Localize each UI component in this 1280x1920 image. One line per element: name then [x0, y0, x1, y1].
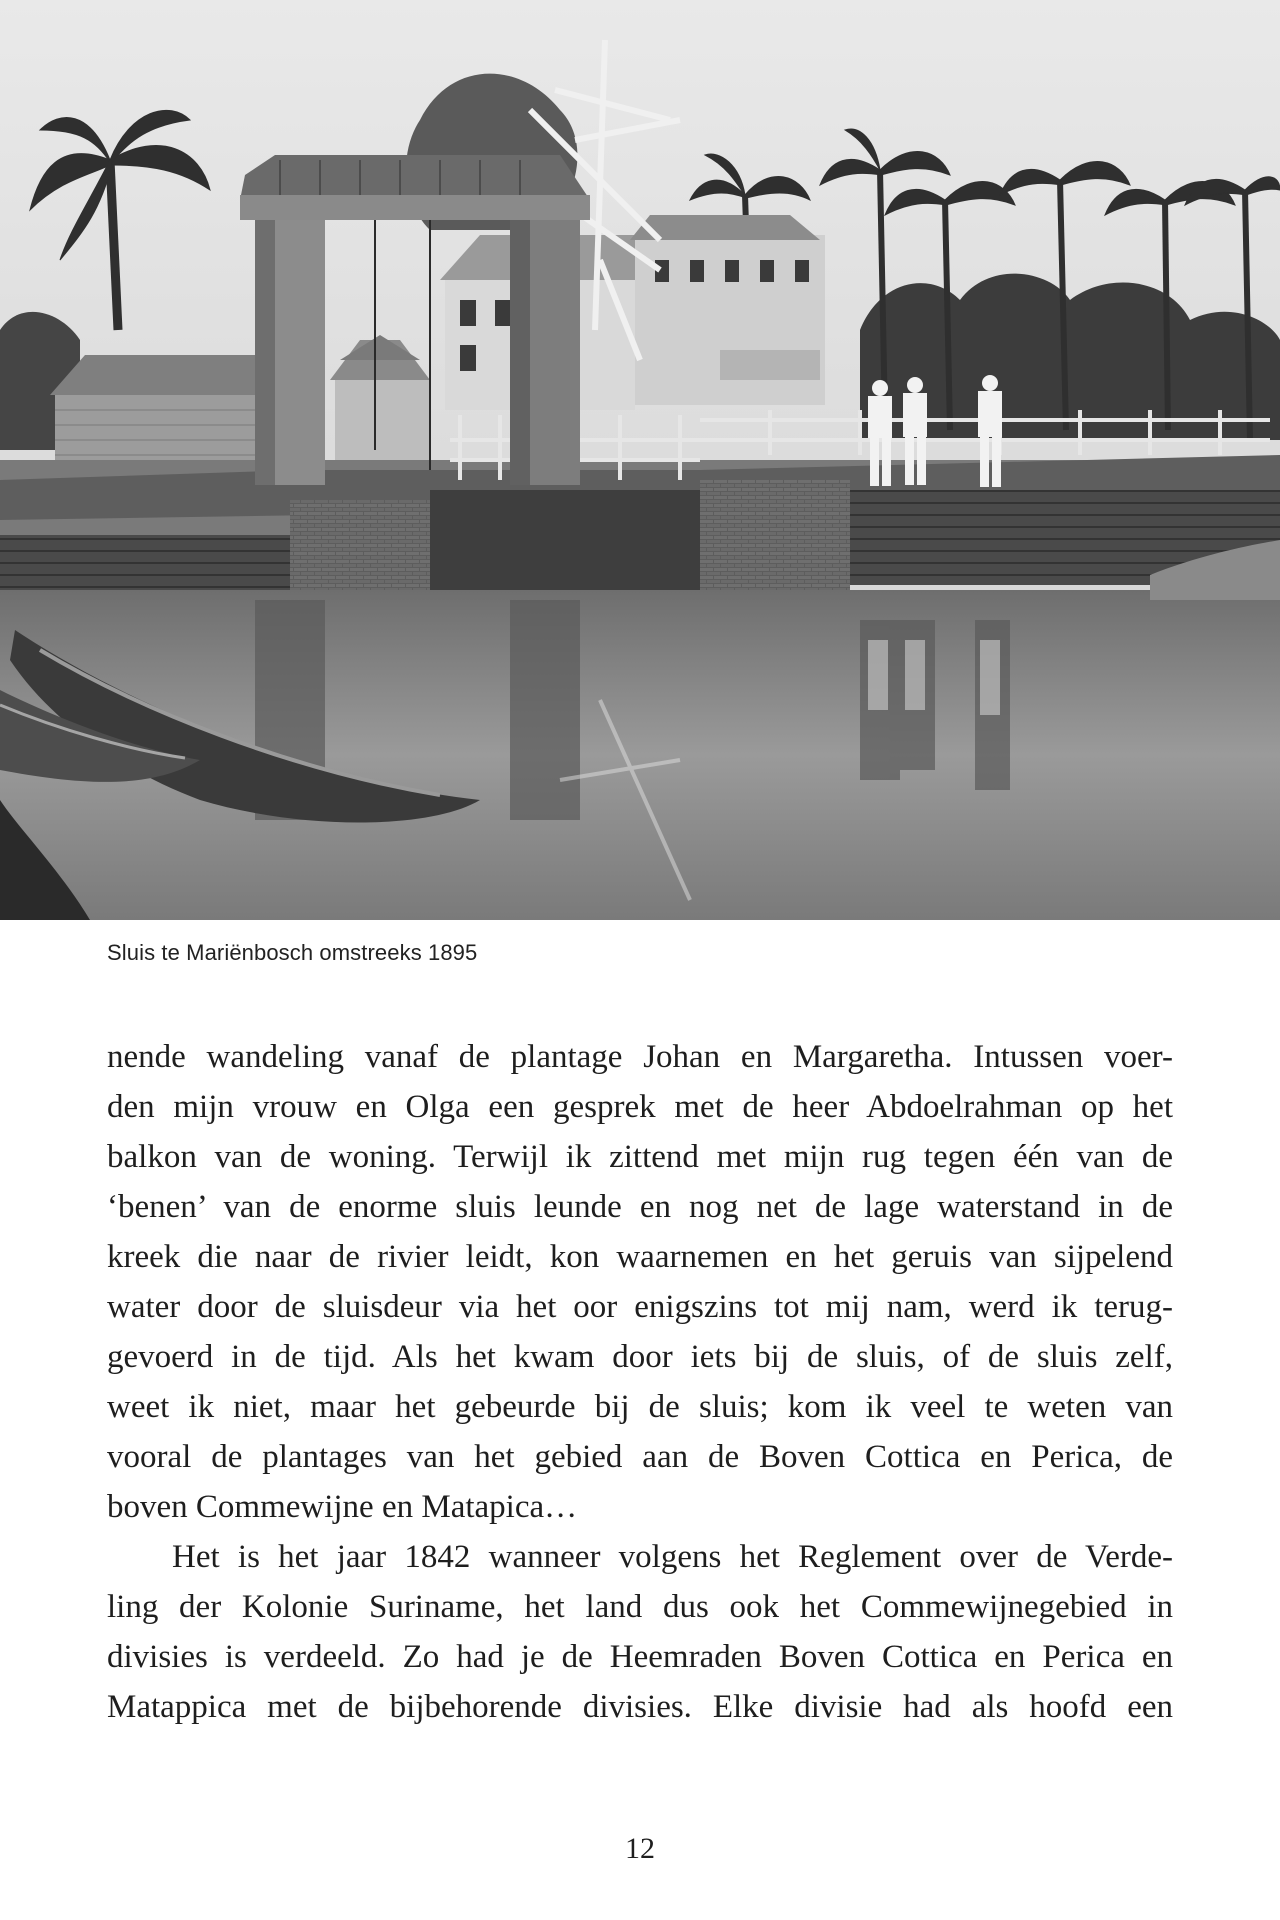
text-line: Het is het jaar 1842 wanneer volgens het Reglement over de Verde- [172, 1539, 1173, 1575]
text-line: vooral de plantages van het gebied aan de Boven Cottica en Perica, de [107, 1439, 1173, 1475]
photo-illustration [0, 0, 1280, 920]
photo-caption: Sluis te Mariënbosch omstreeks 1895 [107, 940, 478, 965]
photograph-sluis-marienbosch [0, 0, 1280, 920]
text-line: divisies is verdeeld. Zo had je de Heemraden Boven Cottica en Perica en [107, 1639, 1173, 1675]
text-line: weet ik niet, maar het gebeurde bij de sluis; kom ik veel te weten van [107, 1389, 1173, 1425]
paragraph-2 [107, 1532, 1173, 1732]
paragraph-1 [107, 1032, 1173, 1532]
text-line: kreek die naar de rivier leidt, kon waarnemen en het geruis van sijpelend [107, 1239, 1173, 1275]
text-line: ‘benen’ van de enorme sluis leunde en nog net de lage waterstand in de [107, 1189, 1173, 1225]
text-line: nende wandeling vanaf de plantage Johan en Margaretha. Intussen voer- [107, 1039, 1173, 1075]
text-line: gevoerd in de tijd. Als het kwam door iets bij de sluis, of de sluis zelf, [107, 1339, 1173, 1375]
text-line: balkon van de woning. Terwijl ik zittend met mijn rug tegen één van de [107, 1139, 1173, 1175]
page-number: 12 [625, 1832, 655, 1865]
body-text [107, 1032, 1173, 1732]
text-line: boven Commewijne en Matapica… [107, 1489, 578, 1525]
text-line: ling der Kolonie Suriname, het land dus ook het Commewijnegebied in [107, 1589, 1173, 1625]
text-line: den mijn vrouw en Olga een gesprek met de heer Abdoelrahman op het [107, 1089, 1173, 1125]
text-line: water door de sluisdeur via het oor enigszins tot mij nam, werd ik terug- [107, 1289, 1173, 1325]
text-line: Matappica met de bijbehorende divisies. Elke divisie had als hoofd een [107, 1689, 1173, 1725]
